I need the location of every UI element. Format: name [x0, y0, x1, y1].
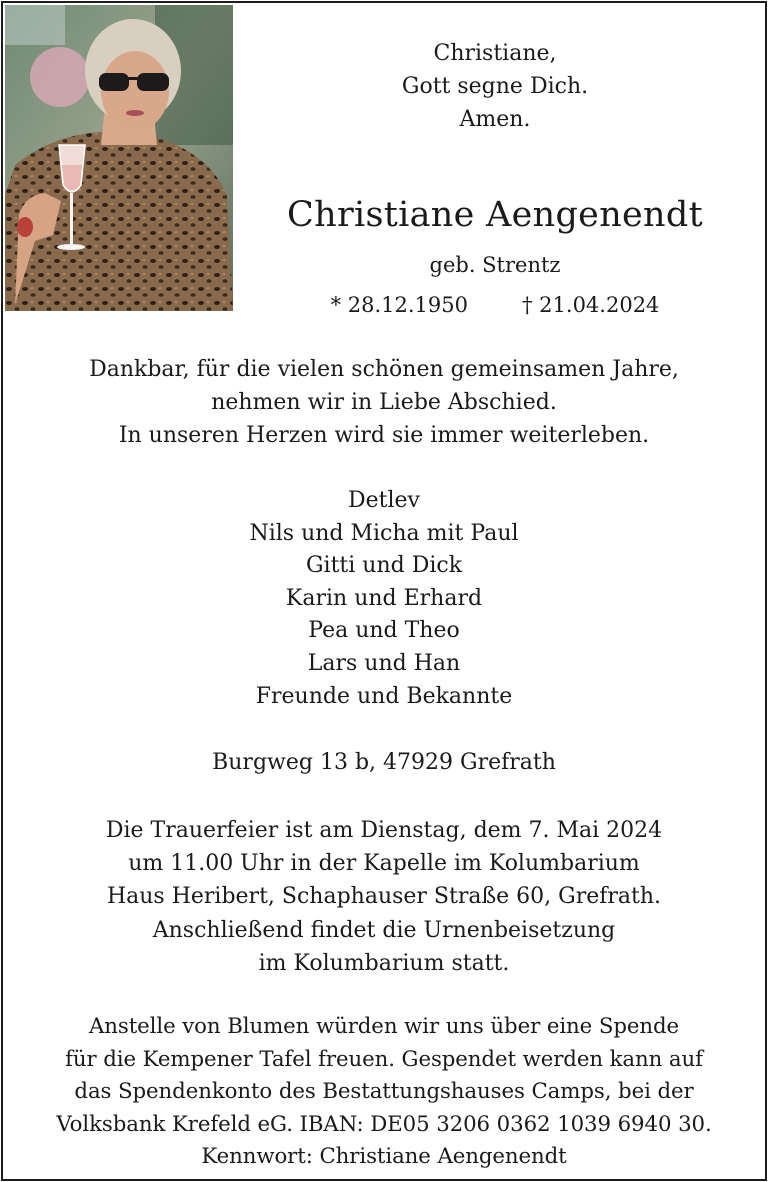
blessing-line: Gott segne Dich. — [401, 74, 589, 99]
blessing-line: Amen. — [459, 107, 531, 132]
blessing — [255, 37, 735, 136]
donation-line: für die Kempener Tafel freuen. Gespendet werden kann auf — [65, 1046, 703, 1072]
mourner: Pea und Theo — [308, 618, 460, 644]
mourner: Nils und Micha mit Paul — [249, 520, 519, 546]
mourner: Karin und Erhard — [285, 585, 483, 611]
life-dates — [255, 290, 735, 320]
blessing-line: Christiane, — [433, 41, 557, 66]
maiden-name: geb. Strentz — [429, 253, 561, 277]
donation-info — [3, 1011, 765, 1174]
service-line: Haus Heribert, Schaphauser Straße 60, Grefrath. — [106, 884, 662, 910]
thanks-line: nehmen wir in Liebe Abschied. — [211, 390, 557, 415]
service-line: um 11.00 Uhr in der Kapelle im Kolumbarium — [128, 851, 640, 877]
portrait-photo — [5, 5, 233, 311]
funeral-service-info — [3, 814, 765, 980]
mourner: Gitti und Dick — [305, 553, 463, 579]
service-line: Die Trauerfeier ist am Dienstag, dem 7. Mai 2024 — [105, 818, 663, 843]
donation-line: Kennwort: Christiane Aengenendt — [201, 1144, 567, 1169]
donation-line: Volksbank Krefeld eG. IBAN: DE05 3206 0362 1039 6940 30. — [56, 1111, 712, 1137]
thanks-line: In unseren Herzen wird sie immer weiterleben. — [118, 423, 650, 448]
family-address: Burgweg 13 b, 47929 Grefrath — [212, 750, 556, 775]
birth-date: * 28.12.1950 — [330, 293, 468, 317]
mourners-list — [3, 485, 765, 713]
mourner: Lars und Han — [307, 650, 461, 676]
mourner: Freunde und Bekannte — [255, 683, 513, 709]
mourner: Detlev — [348, 488, 420, 513]
death-date: † 21.04.2024 — [522, 293, 660, 317]
donation-line: das Spendenkonto des Bestattungshauses Camps, bei der — [74, 1079, 694, 1104]
service-line: im Kolumbarium statt. — [258, 950, 510, 976]
service-line: Anschließend findet die Urnenbeisetzung — [152, 917, 616, 943]
thanks-line: Dankbar, für die vielen schönen gemeinsamen Jahre, — [89, 357, 679, 382]
thanks-text — [3, 353, 765, 452]
donation-line: Anstelle von Blumen würden wir uns über eine Spende — [88, 1014, 680, 1039]
deceased-name: Christiane Aengenendt — [287, 195, 703, 235]
obituary-card — [1, 1, 767, 1181]
